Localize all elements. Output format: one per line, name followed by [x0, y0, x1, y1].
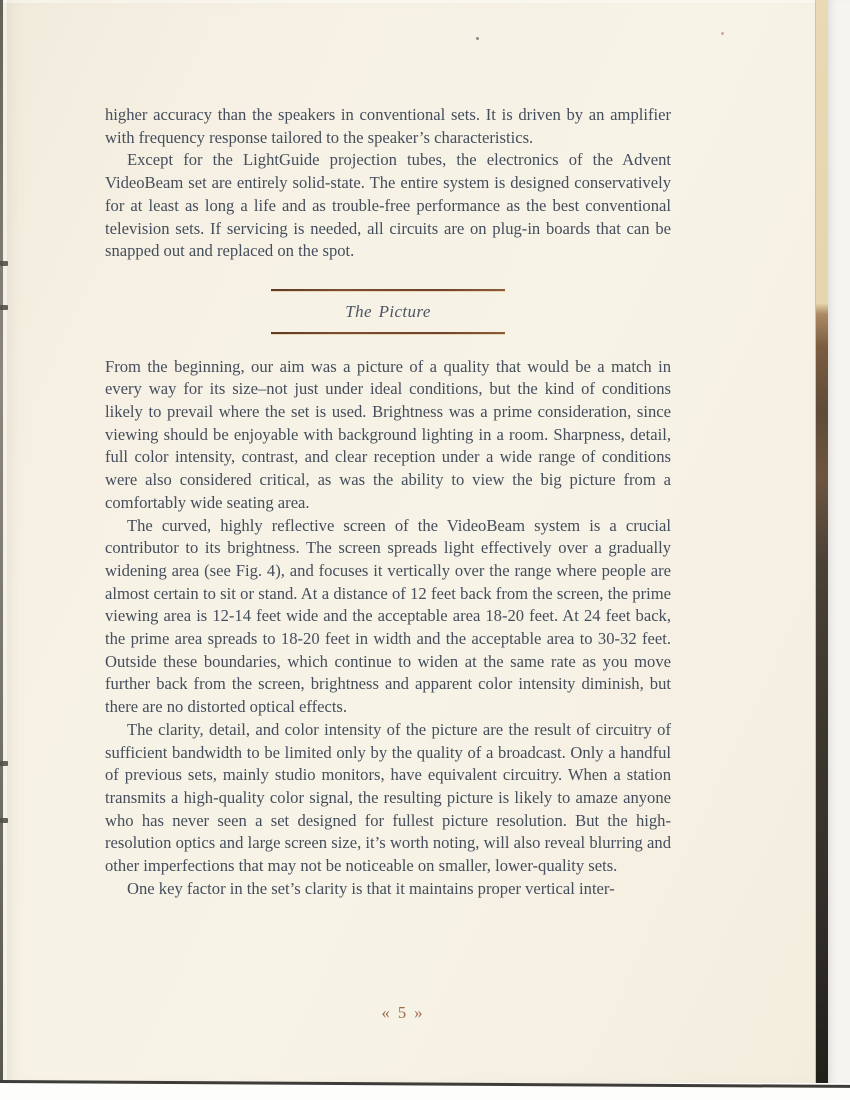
page-top-edge-highlight: [0, 0, 828, 3]
binding-stitch-mark: [0, 761, 8, 766]
text-column: [105, 104, 671, 901]
binding-edge: [0, 0, 3, 1083]
page-edge-stack: [815, 0, 828, 1083]
section-heading-block: [271, 289, 505, 334]
binding-stitch-mark: [0, 818, 8, 823]
dust-speck: [721, 32, 724, 35]
body-paragraph: One key factor in the set’s clarity is that it maintains proper vertical inter-: [127, 878, 615, 898]
body-paragraph: Except for the LightGuide projection tubes, the electronics of the Advent VideoBeam set are entirely solid-state. The entire system is designed conservatively for at least as long a life and as trouble-free performance as the best conventional television sets. If servicing is needed, all circuits are on plug-in boards that can be snapped out and replaced on the spot.: [105, 150, 671, 261]
body-paragraph: The clarity, detail, and color intensity of the picture are the result of circuitry of sufficient bandwidth to be limited only by the quality of a broadcast. Only a handful of previous sets, mainly studio monitors, have equivalent circuitry. When a station transmits a high-quality color signal, the resulting picture is likely to amaze anyone who has never seen a set designed for fullest picture resolution. But the high-resolution optics and large screen size, it’s worth noting, will also reveal blurring and other imperfections that may not be noticeable on smaller, lower-quality sets.: [105, 719, 671, 876]
dust-speck: [476, 37, 479, 40]
section-heading: The Picture: [345, 301, 431, 321]
scanner-background-right: [828, 0, 850, 1083]
body-paragraph: higher accuracy than the speakers in conventional sets. It is driven by an amplifier with frequency response tailored to the speaker’s characteristics.: [105, 105, 671, 147]
body-paragraph: From the beginning, our aim was a picture of a quality that would be a match in every way for its size–not just under ideal conditions, but the kind of conditions likely to prevail where the set is used. Brightness was a prime consideration, since viewing should be enjoyable with background lighting in a room. Sharpness, detail, full color intensity, contrast, and clear reception under a wide range of conditions were also considered critical, as was the ability to view the big picture from a comfortably wide seating area.: [105, 356, 671, 512]
page-left-edge-highlight: [3, 0, 7, 1083]
binding-stitch-mark: [0, 305, 8, 310]
body-paragraph: The curved, highly reflective screen of the VideoBeam system is a crucial contributor to its brightness. The screen spreads light effectively over a gradually widening area (see Fig. 4), and focuses it vertically over the range where people are almost certain to sit or stand. At a distance of 12 feet back from the screen, the prime viewing area is 12-14 feet wide and the acceptable area 18-20 feet. At 24 feet back, the prime area spreads to 18-20 feet in width and the acceptable area to 30-32 feet. Outside these boundaries, which continue to widen at the same rate as you move further back from the screen, brightness and apparent color intensity diminish, but there are no distorted optical effects.: [105, 515, 671, 717]
page-number: « 5 »: [381, 1003, 425, 1022]
heading-rule-bottom: [271, 332, 505, 334]
binding-stitch-mark: [0, 261, 8, 266]
